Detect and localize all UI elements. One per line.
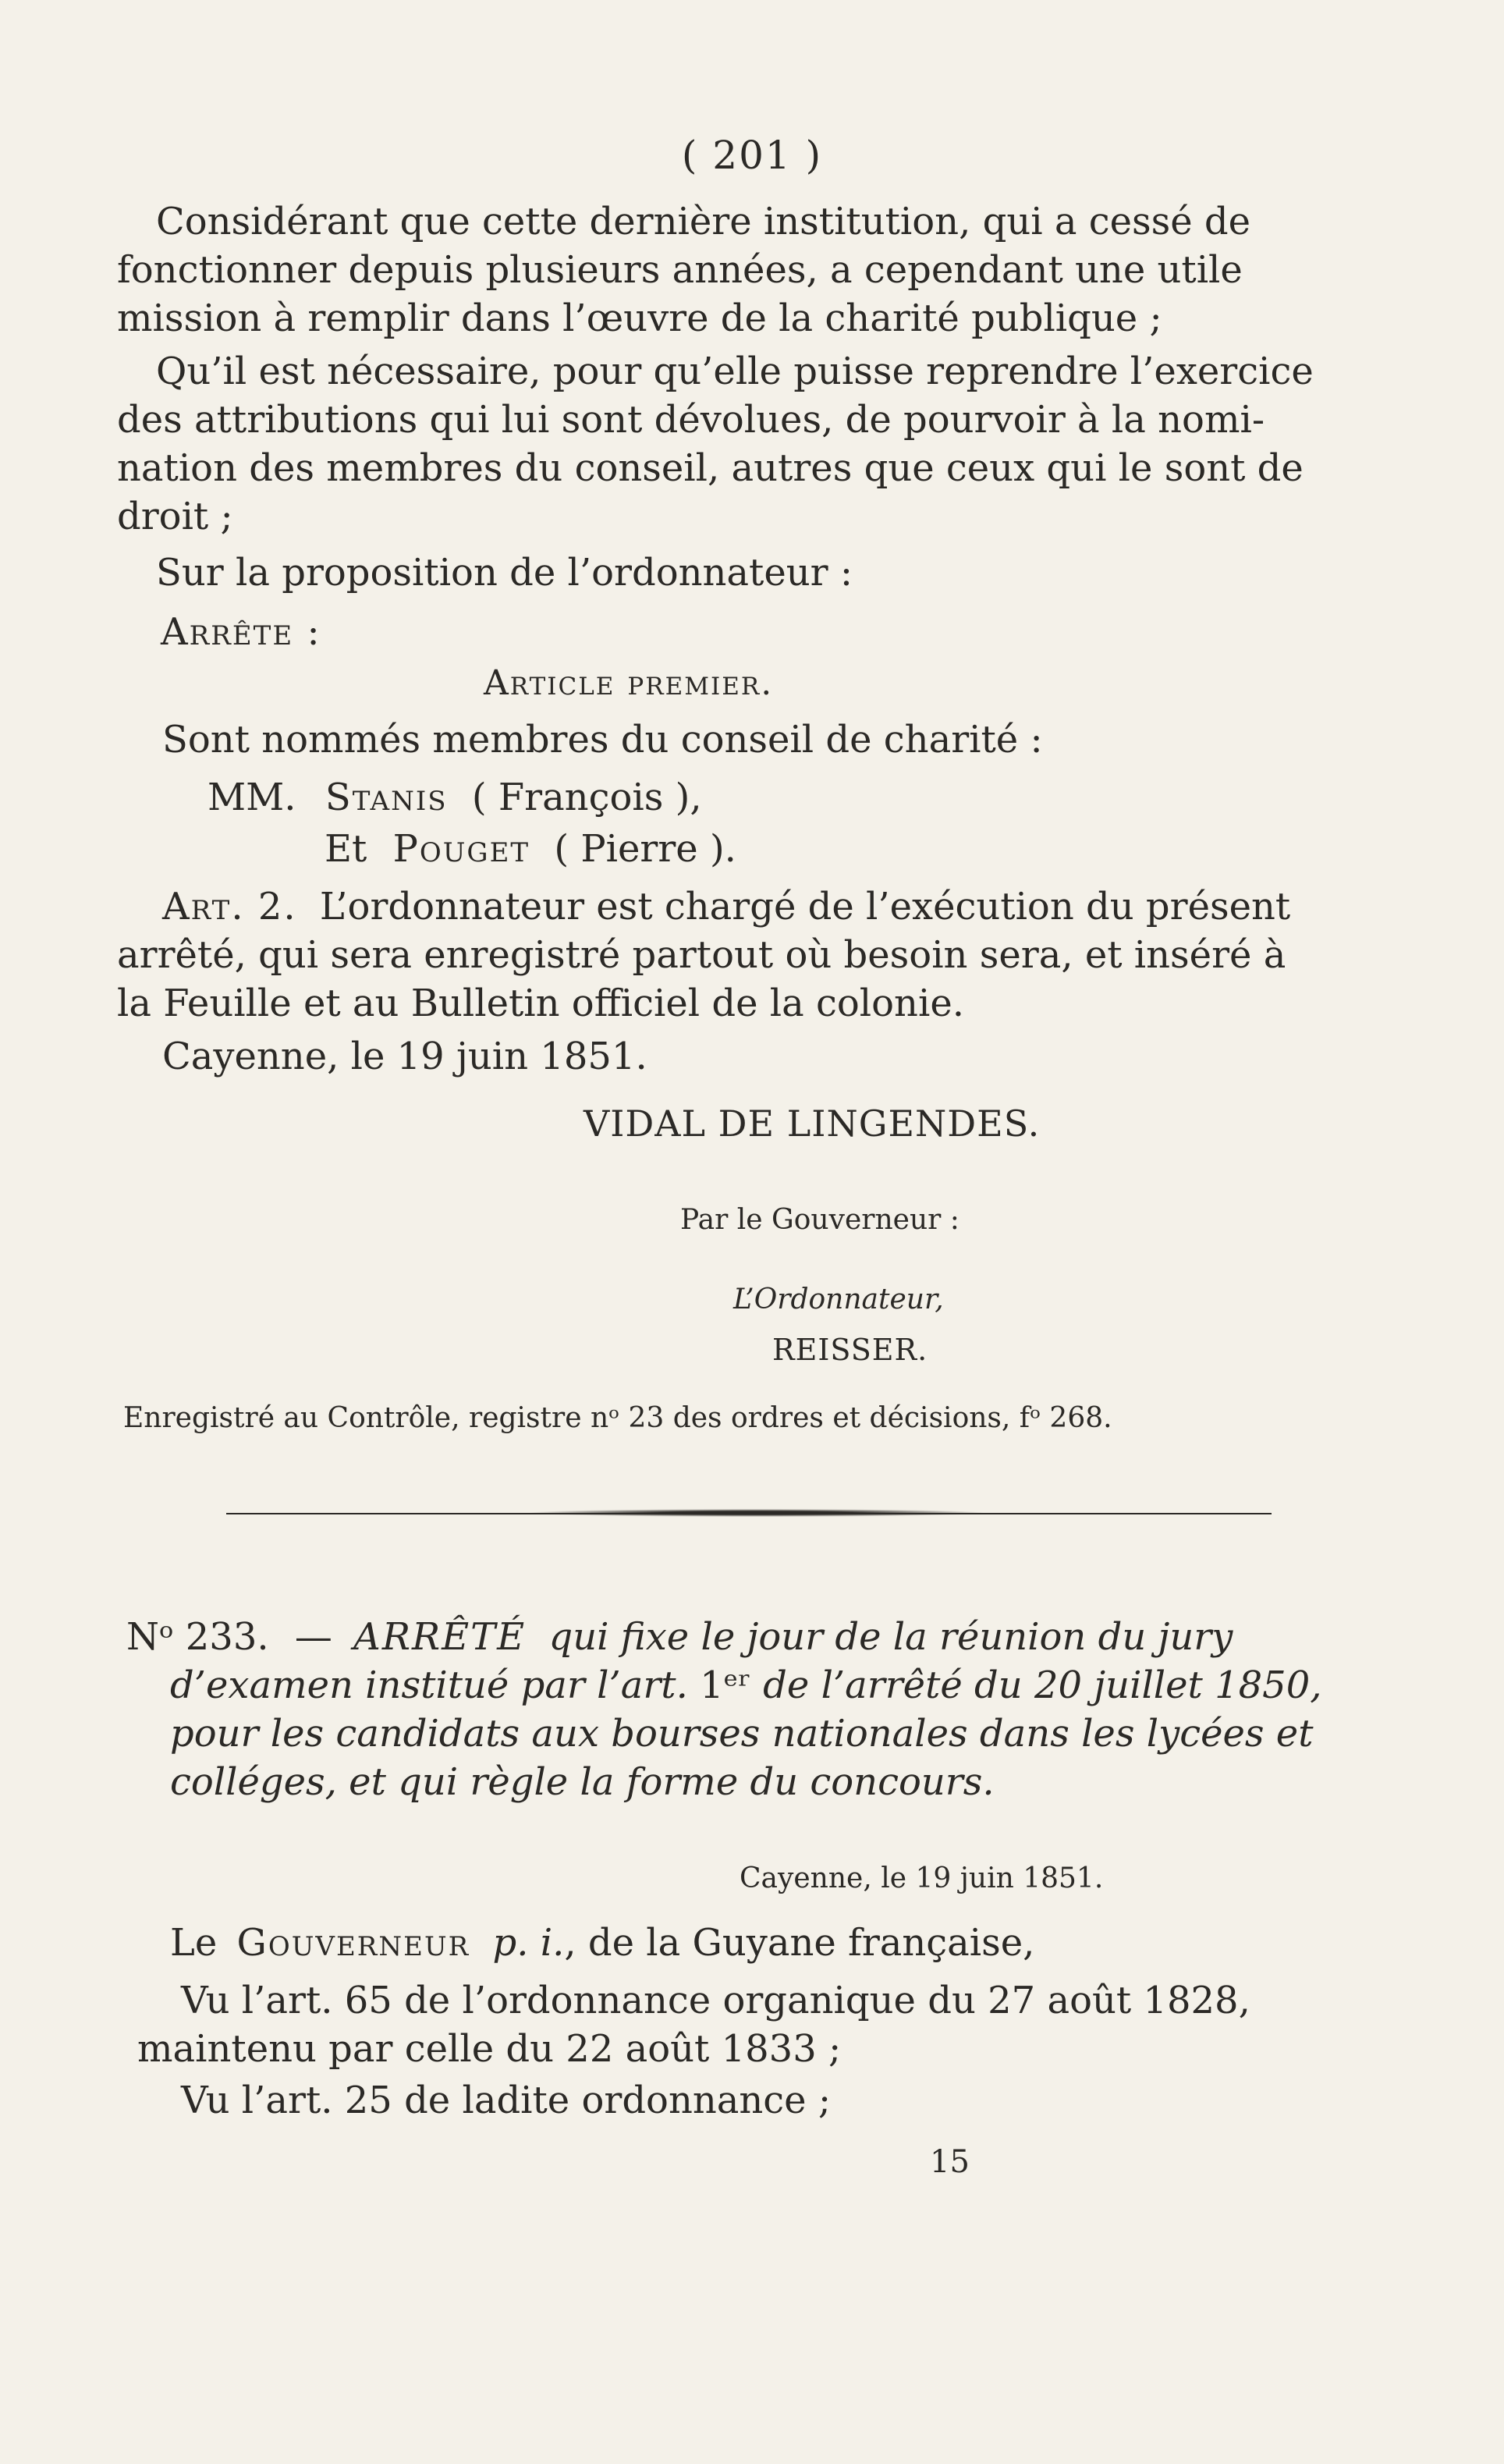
arrete-title-line2c: de l’arrêté du	[763, 1663, 1023, 1707]
arrete-233-line2	[170, 1662, 1322, 1709]
folio-signature: 15	[930, 2144, 970, 2180]
paragraph-necessaire-line4: droit ;	[117, 495, 233, 538]
article-2-line2: arrêté, qui sera enregistré partout où besoin sera, et inséré à	[117, 933, 1286, 977]
arrete-title-line2a: d’examen institué par l’art.	[170, 1663, 688, 1707]
signature-vidal: VIDAL DE LINGENDES.	[584, 1102, 1041, 1145]
member-line-2	[325, 825, 736, 872]
paragraph-considerant-line3: mission à remplir dans l’œuvre de la charité publique ;	[117, 296, 1162, 340]
mm-prefix: MM.	[208, 776, 296, 819]
enregistre-line: Enregistré au Contrôle, registre nᵒ 23 des ordres et décisions, fᵒ 268.	[123, 1402, 1112, 1434]
arrete-233-line1	[126, 1614, 1233, 1660]
arrete-233-line3: pour les candidats aux bourses nationales dans les lycées et	[170, 1712, 1314, 1756]
article-premier-heading: Article premier.	[484, 663, 774, 703]
article-2-line1	[162, 883, 1290, 930]
member-surname-stanis: Stanis	[325, 776, 448, 819]
arrete-dash: —	[294, 1615, 332, 1659]
arrete-title-line2d: 20 juillet 1850,	[1034, 1663, 1322, 1707]
arrete-title-line2b: 1ᵉʳ	[700, 1663, 751, 1707]
sont-nommes-line: Sont nommés membres du conseil de charité :	[162, 718, 1043, 762]
article-2-text: L’ordonnateur est chargé de l’exécution du présent	[319, 885, 1291, 928]
vu-line-1: Vu l’art. 65 de l’ordonnance organique du 27 août 1828,	[181, 1979, 1250, 2022]
gouverneur-title: Gouverneur	[236, 1921, 470, 1965]
member-given-pierre: ( Pierre ).	[554, 827, 736, 871]
proposition-line: Sur la proposition de l’ordonnateur :	[156, 551, 853, 595]
gouverneur-rest: , de la Guyane française,	[564, 1921, 1035, 1965]
section-divider-swell	[530, 1509, 983, 1517]
arrete-title-line1: qui fixe le jour de la réunion du jury	[548, 1615, 1233, 1659]
arrete-word: ARRÊTÉ	[353, 1615, 527, 1659]
arrete-heading: Arrête :	[161, 610, 321, 654]
date-line-2: Cayenne, le 19 juin 1851.	[740, 1862, 1104, 1894]
article-2-label: Art. 2.	[162, 885, 297, 928]
date-line-1: Cayenne, le 19 juin 1851.	[162, 1035, 647, 1078]
arrete-233-line4: colléges, et qui règle la forme du concours.	[170, 1760, 995, 1804]
paragraph-necessaire-line1: Qu’il est nécessaire, pour qu’elle puisse reprendre l’exercice	[156, 350, 1314, 393]
vu-line-2: maintenu par celle du 22 août 1833 ;	[137, 2027, 842, 2071]
paragraph-considerant-line2: fonctionner depuis plusieurs années, a cependant une utile	[117, 248, 1243, 292]
paragraph-necessaire-line3: nation des membres du conseil, autres que ceux qui le sont de	[117, 446, 1304, 490]
paragraph-considerant-line1: Considérant que cette dernière institution, qui a cessé de	[156, 200, 1251, 243]
member-given-francois: ( François ),	[471, 776, 702, 819]
gouverneur-line	[170, 1919, 1034, 1966]
page-number: ( 201 )	[681, 133, 823, 178]
signature-reisser: REISSER.	[772, 1333, 928, 1367]
ordonnateur-title: L’Ordonnateur,	[733, 1283, 944, 1315]
article-2-line3: la Feuille et au Bulletin officiel de la colonie.	[117, 982, 964, 1025]
gouverneur-le: Le	[170, 1921, 218, 1965]
paragraph-necessaire-line2: des attributions qui lui sont dévolues, de pourvoir à la nomi-	[117, 398, 1265, 442]
arrete-number: Nᵒ 233.	[126, 1615, 269, 1659]
gouverneur-pi: p. i.	[492, 1921, 565, 1965]
member-line-1	[208, 774, 702, 821]
vu-line-3: Vu l’art. 25 de ladite ordonnance ;	[181, 2079, 832, 2122]
et-word: Et	[325, 827, 367, 871]
par-le-gouverneur: Par le Gouverneur :	[680, 1204, 960, 1236]
member-surname-pouget: Pouget	[392, 827, 530, 871]
